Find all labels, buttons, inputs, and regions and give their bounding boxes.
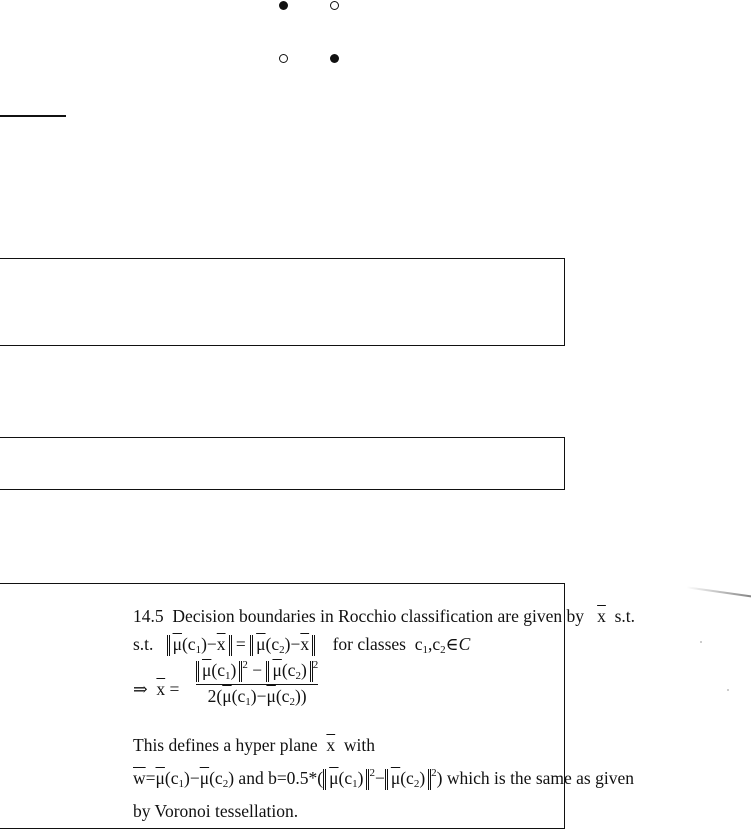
solution-line-4: This defines a hyper plane $\overline{x}$ with xyxy=(133,735,376,755)
st-label: s.t. xyxy=(614,606,636,626)
scan-speck xyxy=(700,641,702,643)
exercise-number: 14.5 xyxy=(133,606,164,626)
scan-artifact xyxy=(686,586,751,597)
solution-line-1 xyxy=(133,608,635,626)
answer-box-1 xyxy=(0,258,565,346)
implies-symbol: ⇒ $\overline{x}$ = xyxy=(133,679,180,699)
answer-box-2 xyxy=(0,437,565,490)
scan-speck xyxy=(727,689,729,691)
dot-hollow xyxy=(279,54,288,63)
fraction xyxy=(196,660,318,709)
fraction-numerator: $\overline{\mu}(c_1) ^2 - \overline{\mu}(c_2)$ $^2$ xyxy=(196,660,318,682)
dot-filled xyxy=(330,54,339,63)
decision-text: Decision boundaries in Rocchio classification are given by xyxy=(172,606,584,626)
dot-hollow xyxy=(330,1,339,10)
vector-x: $\overline{x}$ xyxy=(597,606,606,626)
dot-filled xyxy=(279,1,288,10)
fraction-denominator: $2(\overline{\mu}(c_1)-\overline{\mu}(c_2))$ xyxy=(207,686,307,709)
solution-line-6: by Voronoi tessellation. xyxy=(133,801,299,821)
norm-term-2: $\overline{\mu}(c_2)-\overline{x}$ xyxy=(250,635,315,656)
answer-blank-line xyxy=(0,115,66,117)
solution-line-2: s.t. $\overline{\mu}(c_1)-\overline{x} = \overline{\mu}(c_2)-\overline{x}$ for classes $c_1,c_2\in C$ xyxy=(133,634,471,656)
norm-term-1: $\overline{\mu}(c_1)-\overline{x}$ xyxy=(167,635,232,656)
solution-line-5: $\overline{w}=\overline{\mu}(c_1)-\overline{\mu}(c_2)$ and b=0.5*( $\overline{\mu}(c_1)$ $^2- \overline{\mu}(c_2)$ $^2$) which is the same as given xyxy=(133,767,634,790)
